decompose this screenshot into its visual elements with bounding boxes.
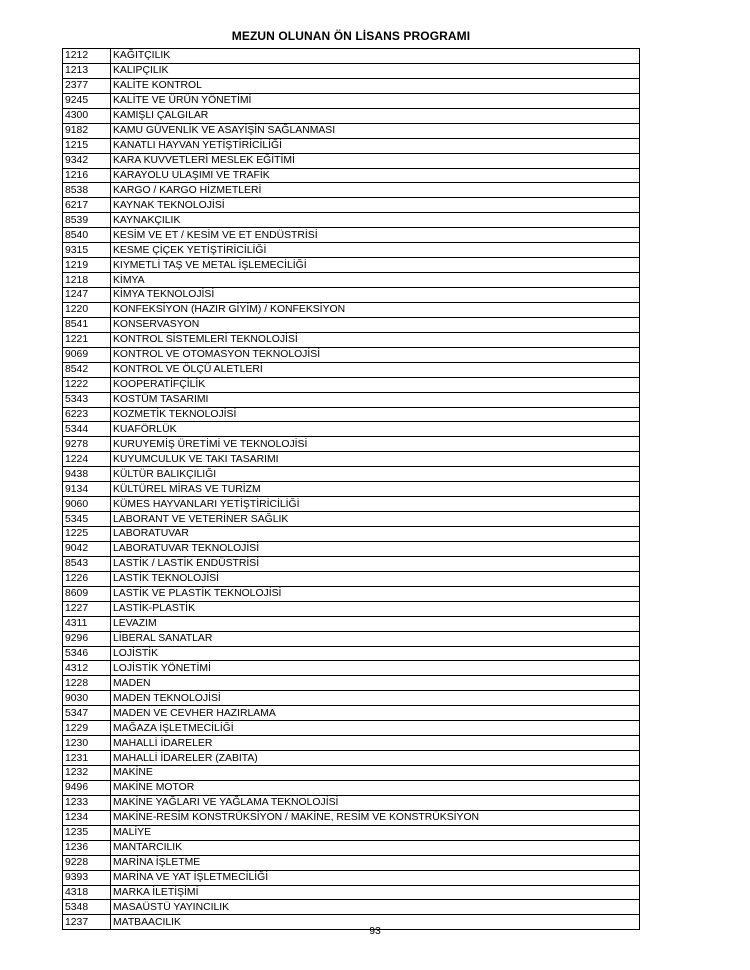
program-code: 9030 [63,691,111,706]
program-name: MAKİNE-RESİM KONSTRÜKSİYON / MAKİNE, RESİM VE KONSTRÜKSİYON [111,810,640,825]
program-name: MALİYE [111,825,640,840]
table-row [63,407,640,422]
program-name: KOZMETİK TEKNOLOJİSİ [111,407,640,422]
program-code: 1228 [63,676,111,691]
program-code: 9182 [63,123,111,138]
program-code: 1212 [63,49,111,64]
program-code: 1222 [63,377,111,392]
program-name: KOOPERATİFÇİLİK [111,377,640,392]
table-row [63,840,640,855]
table-row [63,258,640,273]
program-code: 1216 [63,168,111,183]
table-row [63,706,640,721]
program-code: 8542 [63,362,111,377]
table-row [63,422,640,437]
program-name: KONTROL VE ÖLÇÜ ALETLERİ [111,362,640,377]
table-row [63,751,640,766]
table-row [63,885,640,900]
table-row [63,795,640,810]
program-name: LOJİSTİK [111,646,640,661]
program-name: KUYUMCULUK VE TAKI TASARIMI [111,452,640,467]
program-name: LOJİSTİK YÖNETİMİ [111,661,640,676]
table-row [63,452,640,467]
program-name: MARKA İLETİŞİMİ [111,885,640,900]
program-name: KALİTE VE ÜRÜN YÖNETİMİ [111,93,640,108]
table-row [63,825,640,840]
program-code: 1235 [63,825,111,840]
program-name: KONFEKSİYON (HAZIR GİYİM) / KONFEKSİYON [111,302,640,317]
table-row [63,870,640,885]
program-code: 8543 [63,556,111,571]
table-row [63,332,640,347]
program-code: 1233 [63,795,111,810]
table-row [63,512,640,527]
program-name: MAĞAZA İŞLETMECİLİĞİ [111,721,640,736]
table-row [63,108,640,123]
program-name: LASTİK / LASTİK ENDÜSTRİSİ [111,556,640,571]
program-code: 1219 [63,258,111,273]
program-code: 1213 [63,63,111,78]
page-number: 93 [369,926,381,937]
program-name: MAHALLİ İDARELER [111,736,640,751]
program-code: 4318 [63,885,111,900]
table-row [63,855,640,870]
table-row [63,93,640,108]
table-row [63,123,640,138]
table-row [63,213,640,228]
program-code: 8541 [63,317,111,332]
program-code: 9393 [63,870,111,885]
table-row [63,347,640,362]
program-name: KIYMETLİ TAŞ VE METAL İŞLEMECİLİĞİ [111,258,640,273]
program-code: 5346 [63,646,111,661]
program-code: 5347 [63,706,111,721]
table-row [63,646,640,661]
table-row [63,273,640,288]
table-row [63,691,640,706]
program-name: KURUYEMİŞ ÜRETİMİ VE TEKNOLOJİSİ [111,437,640,452]
program-code: 1224 [63,452,111,467]
program-name: KÜMES HAYVANLARI YETİŞTİRİCİLİĞİ [111,497,640,512]
program-name: MASAÜSTÜ YAYINCILIK [111,900,640,915]
program-code: 9438 [63,467,111,482]
program-name: KARGO / KARGO HİZMETLERİ [111,183,640,198]
program-code: 1227 [63,601,111,616]
program-code: 9069 [63,347,111,362]
program-name: KARAYOLU ULAŞIMI VE TRAFİK [111,168,640,183]
program-code: 9060 [63,497,111,512]
program-code: 4300 [63,108,111,123]
program-name: KÜLTÜR BALIKÇILIĞI [111,467,640,482]
program-code: 1226 [63,571,111,586]
program-code: 1218 [63,273,111,288]
table-row [63,467,640,482]
program-code: 1231 [63,751,111,766]
program-name: KUAFÖRLÜK [111,422,640,437]
program-table [62,48,640,930]
program-name: KİMYA [111,273,640,288]
program-code: 9245 [63,93,111,108]
program-code: 1229 [63,721,111,736]
program-name: KALİTE KONTROL [111,78,640,93]
table-row [63,586,640,601]
table-row [63,183,640,198]
table-row [63,900,640,915]
program-code: 5348 [63,900,111,915]
table-row [63,810,640,825]
program-name: MAKİNE YAĞLARI VE YAĞLAMA TEKNOLOJİSİ [111,795,640,810]
program-code: 1236 [63,840,111,855]
table-row [63,527,640,542]
table-row [63,661,640,676]
program-code: 8539 [63,213,111,228]
program-code: 1237 [63,915,111,930]
table-row [63,676,640,691]
program-name: KAMIŞLI ÇALGILAR [111,108,640,123]
table-row [63,153,640,168]
program-name: MADEN [111,676,640,691]
program-code: 4312 [63,661,111,676]
table-row [63,377,640,392]
program-name: KANATLI HAYVAN YETİŞTİRİCİLİĞİ [111,138,640,153]
table-row [63,601,640,616]
program-name: MARİNA İŞLETME [111,855,640,870]
program-name: KONTROL SİSTEMLERİ TEKNOLOJİSİ [111,332,640,347]
table-row [63,362,640,377]
table-row [63,780,640,795]
program-name: KAYNAK TEKNOLOJİSİ [111,198,640,213]
program-code: 9228 [63,855,111,870]
table-row [63,302,640,317]
program-name: LEVAZIM [111,616,640,631]
table-row [63,288,640,303]
program-code: 2377 [63,78,111,93]
program-name: KESME ÇİÇEK YETİŞTİRİCİLİĞİ [111,243,640,258]
program-name: MADEN VE CEVHER HAZIRLAMA [111,706,640,721]
program-name: MAHALLİ İDARELER (ZABITA) [111,751,640,766]
table-row [63,437,640,452]
program-code: 9278 [63,437,111,452]
program-code: 5343 [63,392,111,407]
program-code: 8609 [63,586,111,601]
program-name: MATBAACILIK [111,915,640,930]
program-name: KAĞITÇILIK [111,49,640,64]
program-name: KARA KUVVETLERİ MESLEK EĞİTİMİ [111,153,640,168]
program-code: 1225 [63,527,111,542]
table-row [63,541,640,556]
table-row [63,138,640,153]
program-name: MARİNA VE YAT İŞLETMECİLİĞİ [111,870,640,885]
program-code: 1234 [63,810,111,825]
program-name: KÜLTÜREL MİRAS VE TURİZM [111,482,640,497]
program-code: 9296 [63,631,111,646]
program-name: MAKİNE MOTOR [111,780,640,795]
program-code: 9342 [63,153,111,168]
table-row [63,631,640,646]
program-name: LABORATUVAR TEKNOLOJİSİ [111,541,640,556]
table-row [63,736,640,751]
program-code: 6223 [63,407,111,422]
table-row [63,497,640,512]
program-code: 8540 [63,228,111,243]
program-code: 9042 [63,541,111,556]
program-name: LASTİK TEKNOLOJİSİ [111,571,640,586]
program-name: LABORATUVAR [111,527,640,542]
page-title: MEZUN OLUNAN ÖN LİSANS PROGRAMI [231,29,471,43]
table-row [63,49,640,64]
program-code: 8538 [63,183,111,198]
program-table-body [63,49,640,930]
table-row [63,392,640,407]
program-name: KAYNAKÇILIK [111,213,640,228]
table-row [63,721,640,736]
program-code: 9496 [63,780,111,795]
table-row [63,571,640,586]
table-row [63,243,640,258]
program-name: LİBERAL SANATLAR [111,631,640,646]
table-row [63,198,640,213]
program-code: 1221 [63,332,111,347]
table-row [63,556,640,571]
program-name: MANTARCILIK [111,840,640,855]
table-row [63,168,640,183]
program-name: KALIPÇILIK [111,63,640,78]
program-name: KESİM VE ET / KESİM VE ET ENDÜSTRİSİ [111,228,640,243]
program-code: 6217 [63,198,111,213]
program-code: 9315 [63,243,111,258]
table-row [63,766,640,781]
table-row [63,78,640,93]
program-name: KOSTÜM TASARIMI [111,392,640,407]
table-row [63,482,640,497]
program-code: 9134 [63,482,111,497]
table-row [63,228,640,243]
program-code: 4311 [63,616,111,631]
program-name: MAKİNE [111,766,640,781]
program-name: KONTROL VE OTOMASYON TEKNOLOJİSİ [111,347,640,362]
program-name: MADEN TEKNOLOJİSİ [111,691,640,706]
program-code: 1230 [63,736,111,751]
program-code: 5344 [63,422,111,437]
program-name: KONSERVASYON [111,317,640,332]
program-code: 1232 [63,766,111,781]
program-name: LASTİK VE PLASTİK TEKNOLOJİSİ [111,586,640,601]
program-name: KAMU GÜVENLİK VE ASAYİŞİN SAĞLANMASI [111,123,640,138]
program-name: LABORANT VE VETERİNER SAĞLIK [111,512,640,527]
program-code: 1247 [63,288,111,303]
program-code: 1215 [63,138,111,153]
program-name: LASTİK-PLASTİK [111,601,640,616]
program-code: 1220 [63,302,111,317]
table-row [63,616,640,631]
table-row [63,63,640,78]
table-row [63,317,640,332]
program-name: KİMYA TEKNOLOJİSİ [111,288,640,303]
program-code: 5345 [63,512,111,527]
